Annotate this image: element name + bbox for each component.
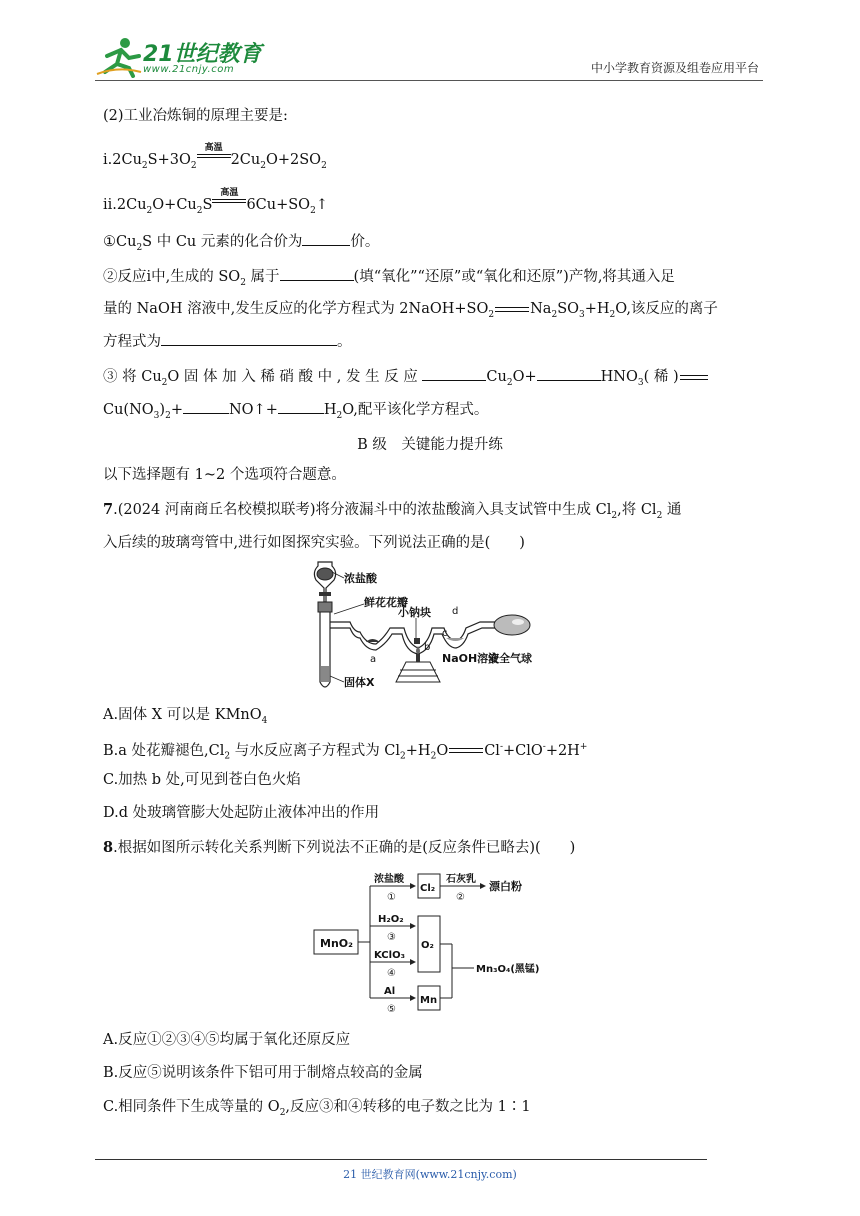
footer-text[interactable]: 21 世纪教育网(www.21cnjy.com) [343,1168,517,1181]
logo-text: 21世纪教育 [143,42,262,67]
q8-option-a[interactable]: A.反应①②③④⑤均属于氧化还原反应 [103,1032,351,1048]
q7-option-a[interactable]: A.固体 X 可以是 KMnO$_4$ [103,707,268,726]
label-bleach: 漂白粉 [489,880,522,893]
q6-question-2: ②反应ⅰ中,生成的 $SO_2$ 属于 (填“氧化”“还原”或“氧化和还原”)产物,将其通入足 [103,266,675,293]
q7-stem-line2: 入后续的玻璃弯管中,进行如图探究实验。下列说法正确的是( ) [103,535,525,551]
q6-question-2-line2: 量的 NaOH 溶液中,发生反应的化学方程式为 $2NaOH+SO_2$ $Na_2SO_3+H_2O$,该反应的离子 [103,301,718,320]
q8-conversion-diagram [312,868,562,1016]
q7-option-c[interactable]: C.加热 b 处,可见到苍白色火焰 [103,772,301,788]
answer-blank[interactable] [302,231,350,246]
footer-divider [95,1159,707,1160]
box-mno2: MnO₂ [320,937,353,950]
box-o2: O₂ [421,940,434,951]
q6-reaction-1: $ⅰ.2Cu_2S+3O_2$ 高温 $2Cu_2O+2SO_2$ [103,143,327,171]
logo [95,36,265,78]
runner-icon [95,36,143,78]
label-sodium: 小钠块 [398,606,431,619]
label-step3: ③ [387,932,396,943]
label-al: Al [384,986,396,997]
q8-option-b[interactable]: B.反应⑤说明该条件下铝可用于制熔点较高的金属 [103,1065,423,1081]
header-platform-text: 中小学教育资源及组卷应用平台 [590,61,759,75]
section-b-heading: B 级 关键能力提升练 [357,437,503,453]
label-solid-x: 固体X [344,676,375,689]
label-petal: 鲜花花瓣 [364,596,408,609]
answer-blank[interactable] [280,266,354,281]
q7-option-d[interactable]: D.d 处玻璃管膨大处起防止液体冲出的作用 [103,805,380,821]
q8-option-c[interactable]: C.相同条件下生成等量的 $O_2$,反应③和④转移的电子数之比为 1∶1 [103,1099,531,1118]
q6-part2-title: (2)工业冶炼铜的原理主要是: [103,108,288,124]
q8-stem: 8.根据如图所示转化关系判断下列说法不正确的是(反应条件已略去)( ) [103,839,576,856]
label-c: c [442,628,448,639]
label-lime: 石灰乳 [446,874,476,885]
label-step1: ① [387,892,396,903]
label-naoh: NaOH溶液 [442,652,500,665]
label-step2: ② [456,892,465,903]
label-hcl: 浓盐酸 [344,572,377,585]
answer-blank[interactable] [537,366,601,381]
label-hcl: 浓盐酸 [374,874,404,885]
answer-blank[interactable] [278,399,324,414]
q7-stem: 7.(2024 河南商丘名校模拟联考)将分液漏斗中的浓盐酸滴入具支试管中生成 $Cl_2$,将 $Cl_2$ 通 [103,501,682,521]
q6-question-3-line2: $Cu(NO_3)_2+$ NO↑+ $H_2O$,配平该化学方程式。 [103,399,488,426]
q6-reaction-2: $ⅱ.2Cu_2O+Cu_2S$ 高温 $6Cu+SO_2↑$ [103,188,328,216]
label-step4: ④ [387,968,396,979]
q6-question-2-line3: 方程式为 。 [103,331,352,352]
answer-blank[interactable] [161,331,337,346]
logo-url: www.21cnjy.com [143,64,235,75]
label-mn3o4: Mn₃O₄(黑锰) [476,964,540,975]
label-step5: ⑤ [387,1004,396,1015]
answer-blank[interactable] [422,366,486,381]
page-header [95,36,763,81]
label-d: d [452,606,459,617]
box-mn: Mn [420,995,438,1006]
q6-question-3: ③ 将 $Cu_2O$ 固 体 加 入 稀 硝 酸 中 , 发 生 反 应 $Cu_2O+ HNO_3$( 稀 ) [103,366,709,393]
q6-question-1: $①Cu_2S$ 中 Cu 元素的化合价为 价。 [103,231,379,258]
label-kclo3: KClO₃ [374,950,405,961]
instruction-text: 以下选择题有 1~2 个选项符合题意。 [103,467,346,483]
label-balloon: 安全气球 [488,652,532,665]
box-cl2: Cl₂ [420,883,436,894]
label-h2o2: H₂O₂ [378,914,404,925]
answer-blank[interactable] [183,399,229,414]
q7-apparatus-figure [300,558,540,694]
label-b: b [424,642,431,653]
q7-option-b[interactable]: B.a 处花瓣褪色$,Cl_2$ 与水反应离子方程式为 $Cl_2+H_2O$ Cl-+ClO-+2H+ [103,742,588,762]
label-a: a [370,654,377,665]
